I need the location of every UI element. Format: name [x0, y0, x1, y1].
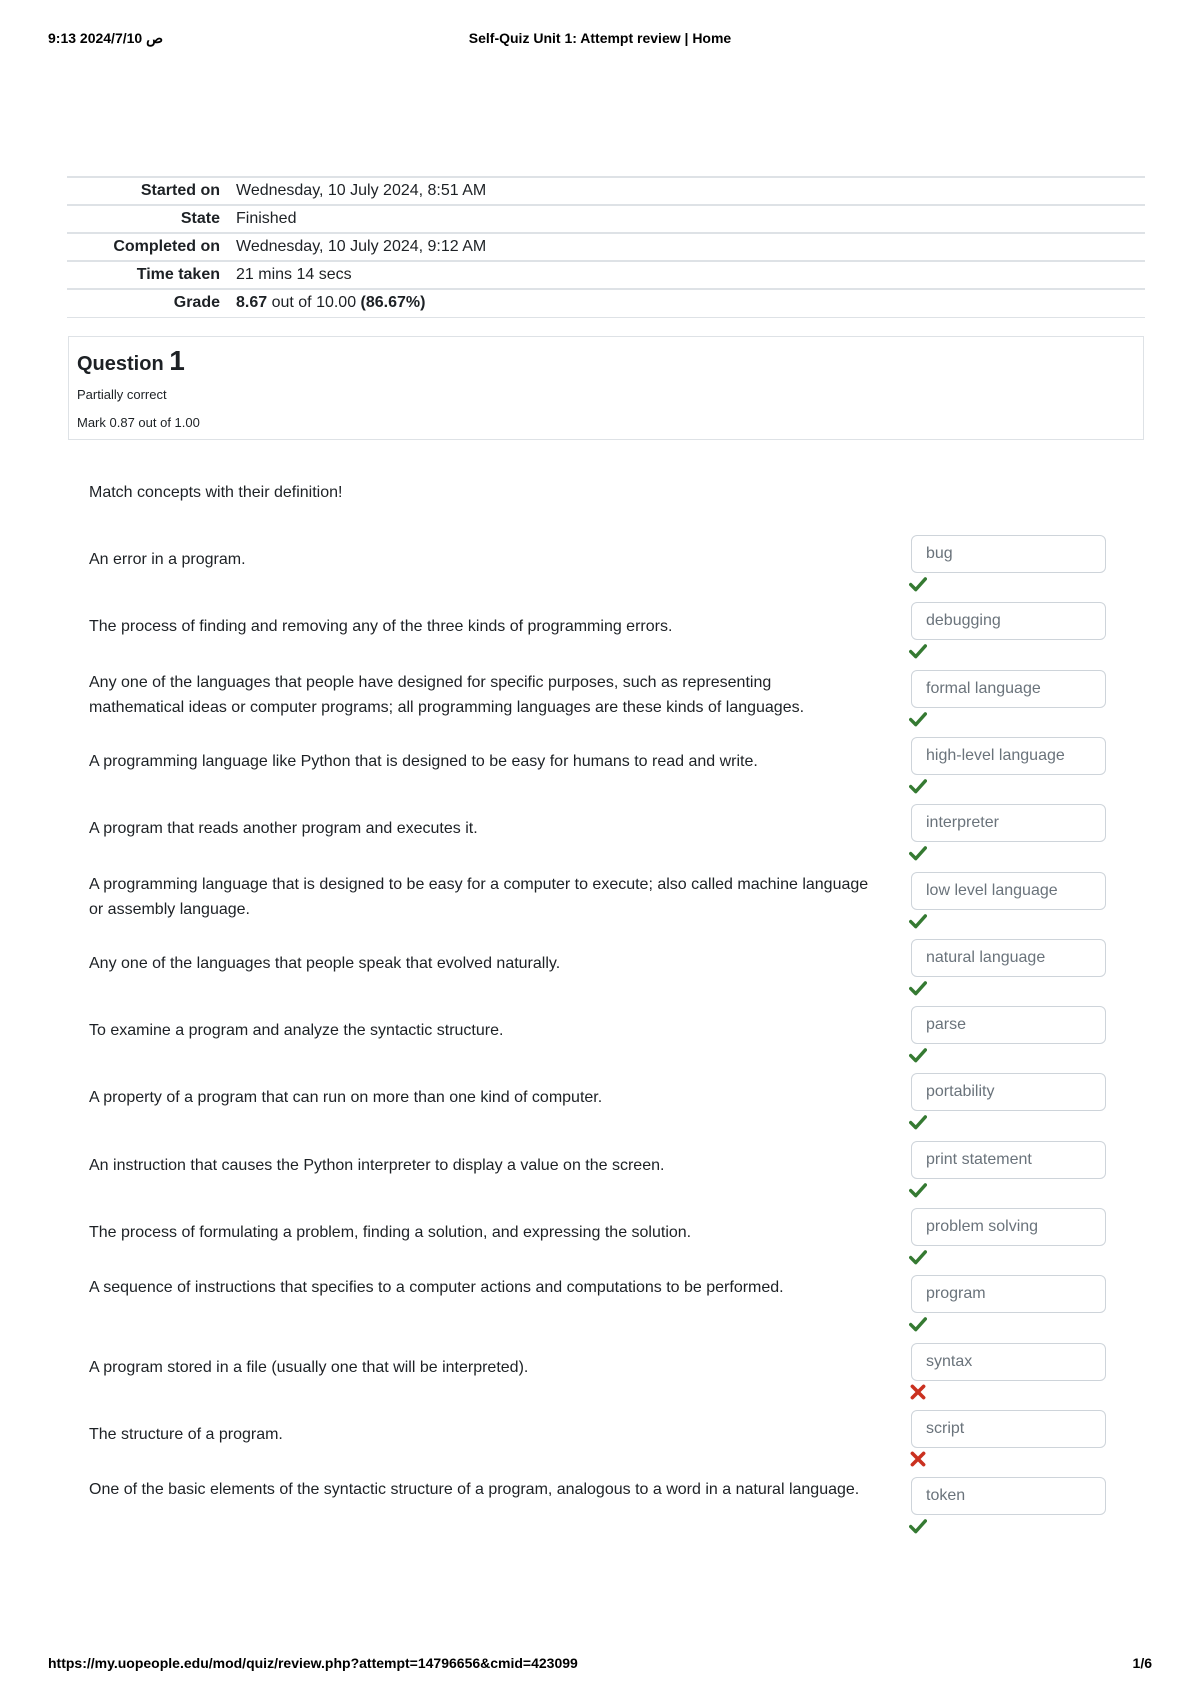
- correct-check-icon: [909, 979, 927, 997]
- match-answer-select[interactable]: portability: [911, 1073, 1106, 1111]
- match-answer-select[interactable]: debugging: [911, 602, 1106, 640]
- match-stem: A program that reads another program and executes it.: [89, 820, 478, 837]
- grade-out-of: out of 10.00: [267, 294, 361, 312]
- match-row: [0, 1006, 1200, 1073]
- summary-label: Started on: [140, 182, 220, 199]
- print-page-title: Self-Quiz Unit 1: Attempt review | Home: [468, 30, 732, 46]
- incorrect-cross-icon: [909, 1383, 927, 1401]
- correct-check-icon: [909, 710, 927, 728]
- match-stem: A programming language like Python that is designed to be easy for humans to read and write.: [89, 753, 758, 770]
- match-answer-select[interactable]: bug: [911, 535, 1106, 573]
- correct-check-icon: [909, 1248, 927, 1266]
- print-footer: [48, 1655, 1152, 1675]
- summary-label: Completed on: [113, 238, 220, 255]
- match-row: [0, 535, 1200, 602]
- match-stem: A sequence of instructions that specifies to a computer actions and computations to be performed.: [89, 1279, 784, 1296]
- question-mark: Mark 0.87 out of 1.00: [77, 415, 200, 430]
- correct-check-icon: [909, 642, 927, 660]
- question-label: Question: [77, 353, 170, 375]
- summary-value: Finished: [236, 210, 297, 227]
- match-row: [0, 1410, 1200, 1477]
- match-answer-select[interactable]: formal language: [911, 670, 1106, 708]
- correct-check-icon: [909, 575, 927, 593]
- match-stem: A programming language that is designed to be easy for a computer to execute; also called machine language or assembly language.: [89, 876, 869, 918]
- match-answer-select[interactable]: problem solving: [911, 1208, 1106, 1246]
- match-stem: Any one of the languages that people speak that evolved naturally.: [89, 955, 561, 972]
- match-answer-select[interactable]: natural language: [911, 939, 1106, 977]
- print-datetime: 9:13 2024/7/10 ص: [48, 30, 164, 46]
- summary-label: Grade: [173, 294, 220, 312]
- match-row: [0, 1141, 1200, 1208]
- match-row: [0, 939, 1200, 1006]
- question-state: Partially correct: [77, 387, 167, 402]
- match-stem: Any one of the languages that people have designed for specific purposes, such as representing mathematical ideas or computer programs; all programming languages are these kinds of languages.: [89, 674, 805, 716]
- match-answer-select[interactable]: interpreter: [911, 804, 1106, 842]
- correct-check-icon: [909, 1113, 927, 1131]
- summary-label: State: [180, 210, 220, 227]
- summary-label: Time taken: [136, 266, 220, 283]
- match-answer-select[interactable]: script: [911, 1410, 1106, 1448]
- print-url: https://my.uopeople.edu/mod/quiz/review.php?attempt=14796656&cmid=423099: [48, 1655, 578, 1671]
- match-answer-select[interactable]: token: [911, 1477, 1106, 1515]
- summary-value: Wednesday, 10 July 2024, 8:51 AM: [236, 182, 487, 199]
- correct-check-icon: [909, 912, 927, 930]
- correct-check-icon: [909, 777, 927, 795]
- question-number-value: 1: [169, 345, 185, 376]
- match-stem: A property of a program that can run on more than one kind of computer.: [89, 1089, 603, 1106]
- match-row: [0, 1208, 1200, 1275]
- grade-score: 8.67: [236, 294, 268, 312]
- match-row: [0, 1275, 1200, 1342]
- match-row: [0, 1073, 1200, 1140]
- match-stem: The structure of a program.: [89, 1426, 283, 1443]
- match-stem: An instruction that causes the Python interpreter to display a value on the screen.: [89, 1157, 665, 1174]
- question-prompt: Match concepts with their definition!: [89, 484, 343, 501]
- summary-value: 21 mins 14 secs: [236, 266, 352, 283]
- correct-check-icon: [909, 1315, 927, 1333]
- match-stem: The process of finding and removing any of the three kinds of programming errors.: [89, 618, 673, 635]
- match-row: [0, 670, 1200, 737]
- match-row: [0, 1477, 1200, 1544]
- match-stem: A program stored in a file (usually one that will be interpreted).: [89, 1359, 529, 1376]
- match-answer-select[interactable]: program: [911, 1275, 1106, 1313]
- correct-check-icon: [909, 1181, 927, 1199]
- match-answer-select[interactable]: syntax: [911, 1343, 1106, 1381]
- match-stem: One of the basic elements of the syntactic structure of a program, analogous to a word in a natural language.: [89, 1481, 860, 1498]
- match-answer-select[interactable]: low level language: [911, 872, 1106, 910]
- match-row: [0, 737, 1200, 804]
- correct-check-icon: [909, 844, 927, 862]
- match-stem: The process of formulating a problem, finding a solution, and expressing the solution.: [89, 1224, 692, 1241]
- match-row: [0, 872, 1200, 939]
- match-answer-select[interactable]: high-level language: [911, 737, 1106, 775]
- match-answer-select[interactable]: parse: [911, 1006, 1106, 1044]
- correct-check-icon: [909, 1046, 927, 1064]
- grade-percent: (86.67%): [360, 294, 426, 312]
- correct-check-icon: [909, 1517, 927, 1535]
- match-answer-select[interactable]: print statement: [911, 1141, 1106, 1179]
- match-stem: To examine a program and analyze the syntactic structure.: [89, 1022, 504, 1039]
- match-row: [0, 1343, 1200, 1410]
- print-page-number: 1/6: [1132, 1655, 1152, 1671]
- incorrect-cross-icon: [909, 1450, 927, 1468]
- match-stem: An error in a program.: [89, 551, 246, 568]
- match-row: [0, 804, 1200, 871]
- match-row: [0, 602, 1200, 669]
- summary-value: Wednesday, 10 July 2024, 9:12 AM: [236, 238, 487, 255]
